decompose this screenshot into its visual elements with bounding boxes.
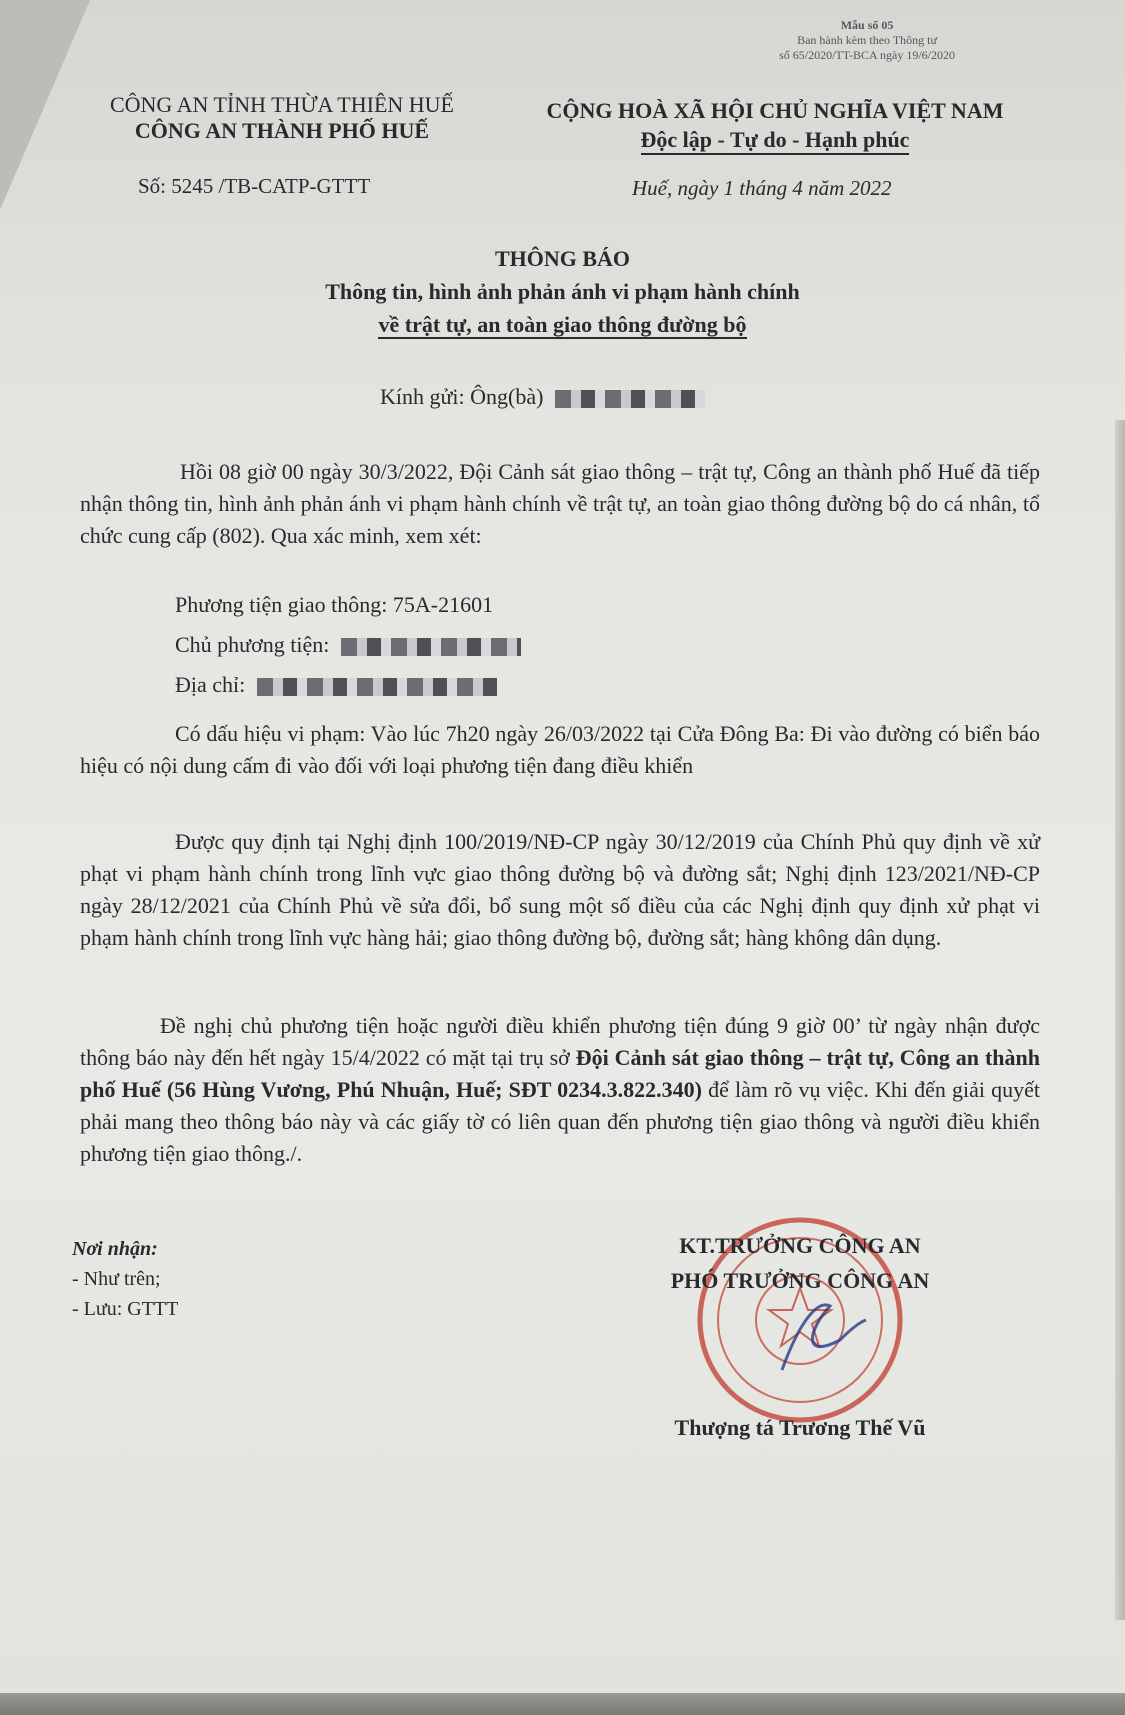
owner-label: Chủ phương tiện: [175,632,330,657]
form-issued-by: Ban hành kèm theo Thông tư [797,33,938,47]
address-line [175,672,497,698]
agency-header [82,92,482,144]
nation-name: CỘNG HOÀ XÃ HỘI CHỦ NGHĨA VIỆT NAM [546,98,1004,123]
request-office: Đội Cảnh sát giao thông – trật tự, Công an thành phố Huế (56 Hùng Vương, Phú Nhuận, Huế; SĐT 0234.3.822.340) [80,1045,1040,1102]
recipients-heading: Nơi nhận: [72,1238,158,1260]
nation-motto: Độc lập - Tự do - Hạnh phúc [641,127,910,155]
signer-name: Thượng tá Trương Thế Vũ [674,1415,926,1440]
owner-line [175,632,521,658]
agency-line1: CÔNG AN TỈNH THỪA THIÊN HUẾ [109,92,454,117]
salutation-text: Kính gửi: Ông(bà) [380,384,544,409]
title-sub1: Thông tin, hình ảnh phản ánh vi phạm hành chính [325,279,800,304]
redacted-owner [341,638,521,656]
redacted-name [555,390,705,408]
request-part-a: Đề nghị chủ phương tiện hoặc người điều khiển phương tiện đúng 9 giờ 00’ từ ngày nhận được thông báo này đến hết ngày 15/4/2022 có mặt tại trụ sở [80,1013,1040,1070]
address-label: Địa chỉ: [175,672,246,697]
redacted-address [257,678,497,696]
request-part-c: để làm rõ vụ việc. Khi đến giải quyết phải mang theo thông báo này và các giấy tờ có liên quan đến phương tiện giao thông và người điều khiển phương tiện giao thông./. [80,1077,1040,1166]
form-note [779,18,955,63]
page-edge [1115,420,1125,1620]
title-sub2: về trật tự, an toàn giao thông đường bộ [378,312,747,337]
salutation [380,384,705,410]
signature-block [600,1228,1000,1298]
paragraph-law: Được quy định tại Nghị định 100/2019/NĐ-CP ngày 30/12/2019 của Chính Phủ quy định về xử phạt vi phạm hành chính trong lĩnh vực giao thông đường bộ và đường sắt; Nghị định 123/2021/NĐ-CP ngày 28/12/2021 của Chính Phủ về sửa đổi, bổ sung một số điều của các Nghị định quy định xử phạt vi phạm hành chính trong lĩnh vực hàng hải; giao thông đường bộ, đường sắt; hàng không dân dụng. [80,829,1040,950]
document-date: Huế, ngày 1 tháng 4 năm 2022 [632,176,892,200]
signature-title-2: PHÓ TRƯỞNG CÔNG AN [670,1268,930,1293]
recipient-item: - Như trên; [72,1268,161,1290]
form-circular: số 65/2020/TT-BCA ngày 19/6/2020 [779,48,955,62]
paragraph-violation: Có dấu hiệu vi phạm: Vào lúc 7h20 ngày 26/03/2022 tại Cửa Đông Ba: Đi vào đường có biển báo hiệu có nội dung cấm đi vào đối với loại phương tiện đang điều khiển [80,721,1040,778]
form-number: Mẫu số 05 [840,18,894,32]
document-number: Số: 5245 /TB-CATP-GTTT [138,174,371,198]
signature-title-1: KT.TRƯỞNG CÔNG AN [679,1233,921,1258]
agency-line2: CÔNG AN THÀNH PHỐ HUẾ [134,118,430,143]
title-main: THÔNG BÁO [494,246,631,271]
recipient-item: - Lưu: GTTT [72,1298,179,1320]
document-title [0,242,1125,341]
paragraph-request [80,1010,1040,1170]
desk-edge [0,1693,1125,1715]
paragraph-intro: Hồi 08 giờ 00 ngày 30/3/2022, Đội Cảnh sát giao thông – trật tự, Công an thành phố Huế đã tiếp nhận thông tin, hình ảnh phản ánh vi phạm hành chính về trật tự, an toàn giao thông đường bộ do cá nhân, tổ chức cung cấp (802). Qua xác minh, xem xét: [80,459,1040,548]
nation-header [510,96,1040,155]
vehicle-line: Phương tiện giao thông: 75A-21601 [175,592,494,617]
page-fold [0,0,90,210]
recipients [72,1234,178,1324]
